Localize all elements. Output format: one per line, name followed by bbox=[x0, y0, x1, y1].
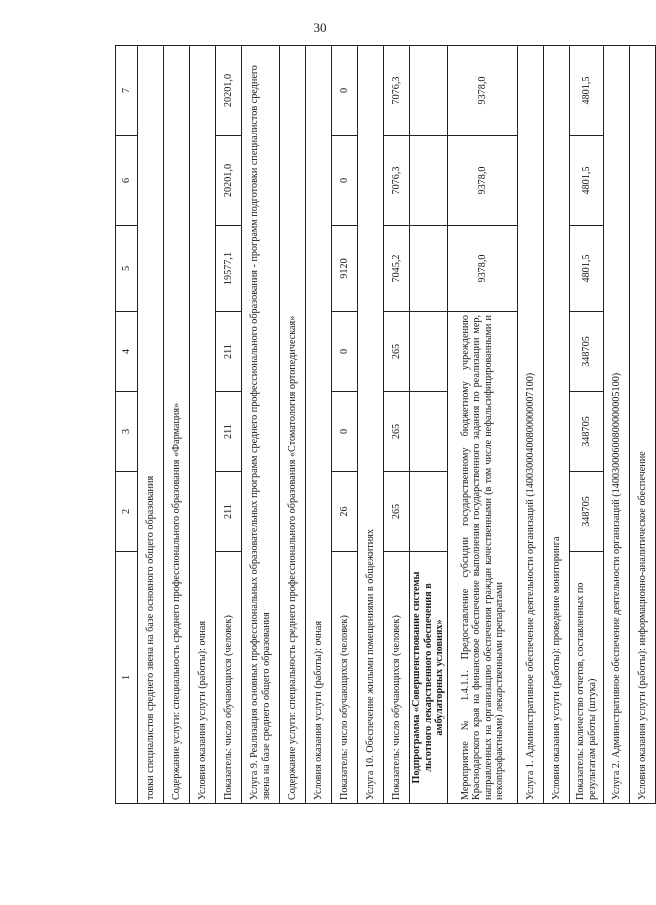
cell-value: 4801,5 bbox=[570, 46, 604, 136]
row-label: Показатель: число обучающихся (человек) bbox=[332, 552, 358, 804]
cell-value: 9378,0 bbox=[448, 46, 518, 136]
page-number: 30 bbox=[313, 20, 327, 35]
cell-value: 4801,5 bbox=[570, 136, 604, 226]
cell-value: 9378,0 bbox=[448, 136, 518, 226]
row-text: Услуга 9. Реализация основных профессиональных образовательных программ среднего профессионального образования - программ подготовки специалистов среднего звена на базе среднего общего образования bbox=[242, 46, 280, 804]
table-row bbox=[358, 46, 384, 804]
cell-value: 211 bbox=[216, 472, 242, 552]
table-row bbox=[544, 46, 570, 804]
table-row bbox=[518, 46, 544, 804]
row-label: Показатель: количество отчетов, составленных по результатам работы (штука) bbox=[570, 552, 604, 804]
table-row bbox=[164, 46, 190, 804]
column-header: 5 bbox=[116, 226, 138, 312]
table-row bbox=[630, 46, 656, 804]
cell-value: 265 bbox=[384, 392, 410, 472]
cell-value: 20201,0 bbox=[216, 46, 242, 136]
cell-value: 265 bbox=[384, 472, 410, 552]
row-label: Показатель: число обучающихся (человек) bbox=[216, 552, 242, 804]
cell-value: 0 bbox=[332, 46, 358, 136]
table-row bbox=[280, 46, 306, 804]
cell-value: 211 bbox=[216, 312, 242, 392]
cell-value: 20201,0 bbox=[216, 136, 242, 226]
cell-value: 7045,2 bbox=[384, 226, 410, 312]
row-text: Условия оказания услуги (работы): очная bbox=[190, 46, 216, 804]
cell-value: 348705 bbox=[570, 472, 604, 552]
row-text: Условия оказания услуги (работы): информационно-аналитическое обеспечение bbox=[630, 46, 656, 804]
cell-value: 19577,1 bbox=[216, 226, 242, 312]
cell-value: 265 bbox=[384, 312, 410, 392]
cell-value: 211 bbox=[216, 392, 242, 472]
cell-value: 26 bbox=[332, 472, 358, 552]
measure-description: Мероприятие № 1.4.1.1. Предоставление субсидии государственному бюджетному учреждению Краснодарского края на финансовое обеспечение выполнения государственного задания по реализации мер, направленных на организацию обеспечения граждан качественными (в том числе нефальсифицированными и некontрафактными) лекарственными препаратами bbox=[448, 312, 518, 804]
rotated-table-container bbox=[115, 46, 648, 804]
table-header-row bbox=[116, 46, 138, 804]
table-row bbox=[604, 46, 630, 804]
column-header: 4 bbox=[116, 312, 138, 392]
row-text: Услуга 1. Административное обеспечение деятельности организаций (14003000400800000007100) bbox=[518, 46, 544, 804]
row-text: Содержание услуги: специальность среднего профессионального образования «Фармация» bbox=[164, 46, 190, 804]
row-text: Содержание услуги: специальность среднего профессионального образования «Стоматология ортопедическая» bbox=[280, 46, 306, 804]
table-row bbox=[306, 46, 332, 804]
cell-value: 7076,3 bbox=[384, 136, 410, 226]
row-text: товки специалистов среднего звена на базе основного общего образования bbox=[138, 46, 164, 804]
cell-value: 0 bbox=[332, 312, 358, 392]
column-header: 1 bbox=[116, 552, 138, 804]
cell-value: 0 bbox=[332, 392, 358, 472]
table-row bbox=[242, 46, 280, 804]
cell-value: 348705 bbox=[570, 392, 604, 472]
row-text: Условия оказания услуги (работы): очная bbox=[306, 46, 332, 804]
table-row bbox=[138, 46, 164, 804]
table-row bbox=[216, 46, 242, 804]
table-row bbox=[332, 46, 358, 804]
table-row bbox=[448, 46, 518, 804]
subprogram-title: Подпрограмма «Совершенствование системы льготного лекарственного обеспечения в амбулаторных условиях» bbox=[410, 552, 448, 804]
cell-value: 348705 bbox=[570, 312, 604, 392]
column-header: 7 bbox=[116, 46, 138, 136]
table-row bbox=[410, 46, 448, 804]
data-table bbox=[115, 45, 656, 804]
row-text: Условия оказания услуги (работы): проведение мониторинга bbox=[544, 46, 570, 804]
column-header: 3 bbox=[116, 392, 138, 472]
cell-value: 9378,0 bbox=[448, 226, 518, 312]
column-header: 2 bbox=[116, 472, 138, 552]
cell-value: 7076,3 bbox=[384, 46, 410, 136]
column-header: 6 bbox=[116, 136, 138, 226]
cell-value: 0 bbox=[332, 136, 358, 226]
row-text: Услуга 2. Административное обеспечение деятельности организаций (14003000600800000005100) bbox=[604, 46, 630, 804]
table-row bbox=[570, 46, 604, 804]
cell-value: 9120 bbox=[332, 226, 358, 312]
table-row bbox=[190, 46, 216, 804]
row-text: Услуга 10. Обеспечение жилыми помещениями в общежитиях bbox=[358, 46, 384, 804]
row-label: Показатель: число обучающихся (человек) bbox=[384, 552, 410, 804]
cell-value: 4801,5 bbox=[570, 226, 604, 312]
table-row bbox=[384, 46, 410, 804]
